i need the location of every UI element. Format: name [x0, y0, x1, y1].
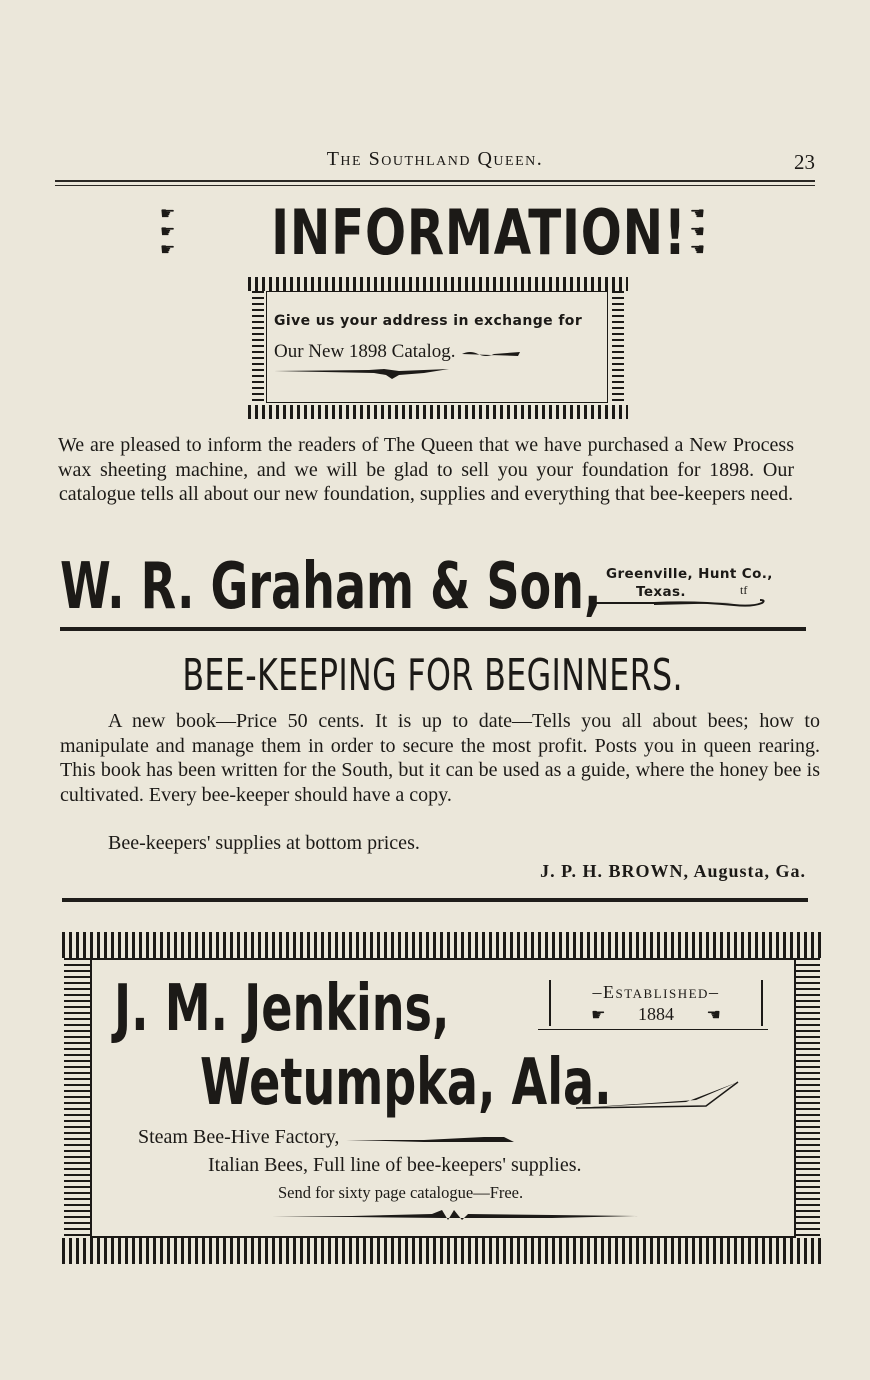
pointing-hand-icon: ☚ [689, 222, 705, 241]
jenkins-border-left [64, 958, 90, 1238]
beekeeping-signature: J. P. H. BROWN, Augusta, Ga. [540, 861, 806, 881]
header-rule [55, 180, 815, 186]
jenkins-town: Wetumpka, Ala. [200, 1046, 612, 1120]
flourish-icon [460, 348, 522, 358]
catalog-offer-box [248, 277, 628, 419]
jenkins-border-bottom [62, 1238, 822, 1264]
graham-location-line1: Greenville, Hunt Co., [606, 566, 773, 582]
beekeeping-title [60, 650, 806, 701]
beekeeping-body-text: A new book—Price 50 cents. It is up to date—Tells you all about bees; how to manipulate and manage them in order to secure the most profit. Posts you in queen rearing. This book has been written for the South, but it can be used as a guide, where the honey bee is cultivated. Every bee-keeper should have a copy. [60, 710, 820, 806]
box-border-top [248, 277, 628, 291]
established-label: –Established– [592, 982, 720, 1002]
graham-firm-name: W. R. Graham & Son, [60, 550, 602, 624]
ornament-rule-icon [274, 367, 449, 383]
graham-tf-mark: tf [740, 583, 748, 597]
box-border-left [252, 291, 264, 405]
swash-arrow-icon [576, 1080, 741, 1112]
page-header [55, 146, 815, 176]
information-title: INFORMATION! [271, 196, 687, 269]
swash-underline-icon [594, 596, 769, 610]
established-underline [538, 1029, 768, 1030]
pointing-hand-icon: ☛ [591, 1007, 606, 1024]
box-border-bottom [248, 405, 628, 419]
jenkins-line1-text: Steam Bee-Hive Factory, [138, 1126, 340, 1148]
beekeeping-title-text: BEE-KEEPING FOR BEGINNERS. [182, 650, 684, 701]
right-pointing-hands [663, 206, 705, 257]
pointing-hand-icon: ☛ [160, 204, 176, 223]
beekeeping-supplies-text: Bee-keepers' supplies at bottom prices. [108, 832, 420, 854]
pointing-hand-icon: ☚ [706, 1007, 721, 1024]
running-title: The Southland Queen. [326, 148, 544, 170]
flourish-icon [344, 1132, 516, 1144]
jenkins-border-top [62, 932, 822, 958]
pointing-hand-icon: ☛ [160, 240, 176, 259]
catalog-offer-line1: Give us your address in exchange for [274, 313, 583, 329]
pointing-hand-icon: ☚ [689, 204, 705, 223]
jenkins-line3: Send for sixty page catalogue—Free. [278, 1183, 524, 1202]
ornament-rule-icon [272, 1208, 638, 1224]
pointing-hand-icon: ☛ [160, 222, 176, 241]
left-pointing-hands [160, 206, 202, 257]
jenkins-name: J. M. Jenkins, [114, 972, 450, 1046]
section-divider-2 [62, 898, 808, 902]
jenkins-border-right [794, 958, 820, 1238]
catalog-offer-line2 [274, 341, 614, 363]
pointing-hand-icon: ☚ [689, 240, 705, 259]
page-number: 23 [794, 150, 815, 174]
graham-body-text: We are pleased to inform the readers of The Queen that we have purchased a New Process wax sheeting machine, and we will be glad to sell you your foundation for 1898. Our catalogue tells all about our new foundation, supplies and everything that bee-keepers need. [58, 434, 794, 505]
established-year-row [551, 1004, 761, 1025]
information-banner [160, 196, 705, 270]
section-divider-1 [60, 627, 806, 631]
jenkins-line1 [138, 1126, 516, 1149]
jenkins-line2: Italian Bees, Full line of bee-keepers' supplies. [208, 1154, 582, 1176]
catalog-offer-line2-text: Our New 1898 Catalog. [274, 341, 456, 362]
established-year: 1884 [638, 1004, 674, 1024]
graham-location-line2: Texas. [636, 584, 686, 600]
established-box [549, 980, 763, 1026]
